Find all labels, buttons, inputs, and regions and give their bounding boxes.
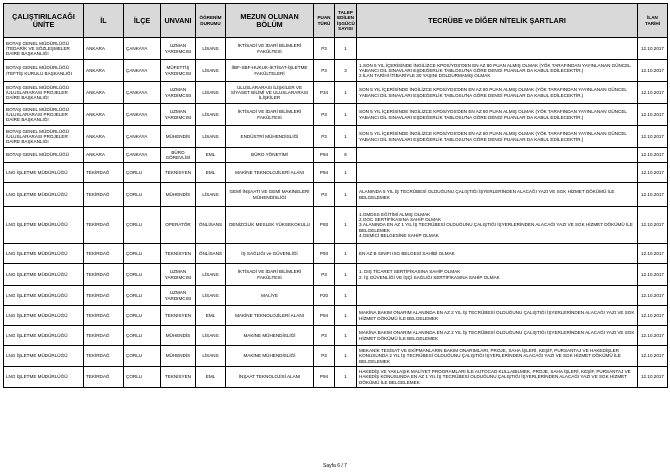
cell-count: 1 [335,346,357,367]
cell-province: ANKARA [84,82,124,104]
cell-district: ÇANKAYA [124,148,161,163]
requirement-line: MAKİNA BAKIM ONARIM ALANINDA EN AZ 2 YIL İŞ TECRÜBESİ OLDUĞUNU ÇALIŞTIĞI İŞYERLERİNDEN ALACAĞI YAZI VE SGK HİZMET DÖKÜMÜ İLE BELGELEMEK [359,310,635,321]
cell-province: TEKİRDAĞ [84,367,124,388]
header-posting-date: İLAN TARİHİ [638,4,668,38]
cell-requirements [357,148,638,163]
cell-province: TEKİRDAĞ [84,346,124,367]
cell-score-type: P3 [314,326,335,346]
cell-education: LİSANS [196,326,226,346]
cell-department: İKTİSADİ VE İDARİ BİLİMLERİ FAKÜLTESİ [226,38,314,60]
cell-count: 3 [335,60,357,82]
cell-unit: LNG İŞLETME MÜDÜRLÜĞÜ [4,306,84,326]
requirement-line: 4.GEMİCİ BELGESİNE SAHİP OLMAK [359,232,439,238]
cell-province: ANKARA [84,148,124,163]
cell-department: BÜRO YÖNETİMİ [226,148,314,163]
cell-title: MÜHENDİS [161,326,196,346]
cell-province: TEKİRDAĞ [84,264,124,286]
cell-posting-date: 12.10.2017 [638,126,668,148]
table-row [4,126,668,148]
requirement-line: 1.GMDSS EĞİTİMİ ALMIŞ OLMAK [359,212,431,218]
header-requirements: TECRÜBE ve DİĞER NİTELİK ŞARTLARI [357,4,638,38]
cell-unit: LNG İŞLETME MÜDÜRLÜĞÜ [4,264,84,286]
table-row [4,60,668,82]
cell-district: ÇORLU [124,367,161,388]
cell-department: ENDÜSTRİ MÜHENDİSLİĞİ [226,126,314,148]
cell-score-type: P3 [314,60,335,82]
cell-education: LİSANS [196,183,226,207]
requirement-line: 1.SON 5 YIL İÇERİSİNDE İNGİLİZCE KPDS/YDS'DEN EN AZ 80 PUAN ALMIŞ OLMAK (YÖK TARAFINDAN YAYINLANAN GÜNCEL YABANCI DİL SINAVLARI EŞDEĞERLİK TABLOSU'NA GÖRE DENGİ PUANLAR DA KABUL EDİLECEKTİR.) [359,62,631,73]
requirement-line: 2. İŞ GÜVENLİĞİ VE İŞÇİ SAĞLIĞI SERTİFİKASINA SAHİP OLMAK [359,274,500,280]
cell-score-type: P34 [314,82,335,104]
cell-title: UZMAN YARDIMCISI [161,38,196,60]
cell-unit: LNG İŞLETME MÜDÜRLÜĞÜ [4,286,84,306]
cell-posting-date: 12.10.2017 [638,264,668,286]
requirement-line: MAKİNA BAKIM ONARIM ALANINDA EN AZ 2 YIL İŞ TECRÜBESİ OLDUĞUNU ÇALIŞTIĞI İŞYERLERİNDEN ALACAĞI YAZI VE SGK HİZMET DÖKÜMÜ İLE BELGELEMEK [359,330,635,341]
cell-province: ANKARA [84,38,124,60]
cell-posting-date: 12.10.2017 [638,367,668,388]
cell-requirements [357,126,638,148]
table-row [4,346,668,367]
cell-education: EML [196,367,226,388]
cell-district: ÇANKAYA [124,126,161,148]
requirement-line: 2.GOC SERTİFİKASINA SAHİP OLMAK [359,217,442,223]
cell-unit: BOTAŞ GENEL MÜDÜRLÜĞÜ [4,148,84,163]
cell-district: ÇORLU [124,163,161,183]
cell-unit: LNG İŞLETME MÜDÜRLÜĞÜ [4,346,84,367]
table-body [4,38,668,388]
requirement-line: ALANINDA 5 YIL İŞ TECRÜBESİ OLDUĞUNU ÇALIŞTIĞI İŞYERLERİNDEN ALACAĞI YAZI VE SGK HİZMET DÖKÜMÜ İLE BELGELEMEK [359,189,615,200]
cell-unit: LNG İŞLETME MÜDÜRLÜĞÜ [4,367,84,388]
cell-title: UZMAN YARDIMCISI [161,104,196,126]
cell-education: ÖNLİSANS [196,207,226,244]
cell-posting-date: 12.10.2017 [638,148,668,163]
cell-district: ÇANKAYA [124,38,161,60]
cell-education: EML [196,306,226,326]
cell-department: MALİYE [226,286,314,306]
table-row [4,82,668,104]
cell-education: LİSANS [196,60,226,82]
cell-unit: LNG İŞLETME MÜDÜRLÜĞÜ [4,326,84,346]
table-row [4,286,668,306]
header-score-type: PUAN TÜRÜ [314,4,335,38]
requirement-line: EN AZ B SINIFI ISG BELGESİ SAHİBİ OLMAK [359,250,455,256]
table-row [4,306,668,326]
cell-count: 1 [335,244,357,264]
cell-title: OPERATÖR [161,207,196,244]
cell-count: 1 [335,183,357,207]
cell-posting-date: 12.10.2017 [638,326,668,346]
cell-count: 1 [335,286,357,306]
cell-count: 1 [335,163,357,183]
cell-posting-date: 12.10.2017 [638,163,668,183]
cell-education: EML [196,148,226,163]
cell-department: MAKİNE TEKNOLOJİLERİ ALANI [226,306,314,326]
cell-posting-date: 12.10.2017 [638,183,668,207]
cell-requirements [357,207,638,244]
requirement-line: SON 5 YIL İÇERİSİNDE İNGİLİZCE KPDS/YDS'DEN EN AZ 80 PUAN ALMIŞ OLMAK (YÖK TARAFINDAN YAYINLANAN GÜNCEL YABANCI DİL SINAVLARI EŞDEĞERLİK TABLOSU'NA GÖRE DENGİ PUANLAR DA KABUL EDİLECEKTİR.) [359,109,627,120]
cell-title: TEKNİSYEN [161,367,196,388]
cell-posting-date: 12.10.2017 [638,346,668,367]
document-page [3,3,667,388]
cell-unit: LNG İŞLETME MÜDÜRLÜĞÜ [4,163,84,183]
header-institution: ÇALIŞTIRILACAĞI ÜNİTE [4,4,84,38]
cell-title: TEKNİSYEN [161,163,196,183]
table-row [4,183,668,207]
cell-title: BÜRO GÖREVLİSİ [161,148,196,163]
cell-score-type: P94 [314,367,335,388]
cell-province: TEKİRDAĞ [84,286,124,306]
cell-requirements [357,244,638,264]
cell-unit: BOTAŞ GENEL MÜDÜRLÜĞÜ /TEFTİŞ KURULU BAŞKANLIĞI [4,60,84,82]
cell-district: ÇORLU [124,326,161,346]
cell-score-type: P94 [314,163,335,183]
requirement-line: 2.İLAN TARİHİ İTİBARİYLE 30 YAŞINI DOLDURMAMIŞ OLMAK [359,73,491,79]
cell-title: UZMAN YARDIMCISI [161,82,196,104]
table-row [4,163,668,183]
header-department: MEZUN OLUNAN BÖLÜM [226,4,314,38]
cell-posting-date: 12.10.2017 [638,38,668,60]
cell-district: ÇORLU [124,244,161,264]
cell-requirements [357,82,638,104]
cell-district: ÇORLU [124,306,161,326]
table-row [4,244,668,264]
cell-posting-date: 12.10.2017 [638,104,668,126]
cell-unit: BOTAŞ GENEL MÜDÜRLÜĞÜ /TEDARİK VE SÖZLEŞMELER DAİRE BAŞKANLIĞI [4,38,84,60]
cell-district: ÇORLU [124,286,161,306]
cell-district: ÇORLU [124,264,161,286]
cell-score-type: P3 [314,126,335,148]
requirement-line: SON 5 YIL İÇERİSİNDE İNGİLİZCE KPDS/YDS'DEN EN AZ 80 PUAN ALMIŞ OLMAK (YÖK TARAFINDAN YAYINLANAN GÜNCEL YABANCI DİL SINAVLARI EŞDEĞERLİK TABLOSU'NA GÖRE DENGİ PUANLAR DA KABUL EDİLECEKTİR.) [359,131,627,142]
cell-count: 1 [335,104,357,126]
cell-score-type: P3 [314,183,335,207]
cell-score-type: P3 [314,38,335,60]
table-row [4,264,668,286]
cell-count: 1 [335,207,357,244]
cell-department: İKTİSADİ VE İDARİ BİLİMLERİ FAKÜLTESİ [226,264,314,286]
cell-education: LİSANS [196,104,226,126]
header-education: ÖĞRENİM DURUMU [196,4,226,38]
cell-requirements [357,367,638,388]
cell-title: MÜFETTİŞ YARDIMCISI [161,60,196,82]
cell-province: TEKİRDAĞ [84,163,124,183]
cell-education: LİSANS [196,286,226,306]
cell-unit: BOTAŞ GENEL MÜDÜRLÜĞÜ /ULUSLARARASI PROJELER DAİRE BAŞKANLIĞI [4,126,84,148]
header-district: İLÇE [124,4,161,38]
cell-title: TEKNİSYEN [161,306,196,326]
cell-district: ÇANKAYA [124,82,161,104]
header-requested-count: TALEP EDİLEN İŞGÜCÜ SAYISI [335,4,357,38]
cell-department: MAKİNE MÜHENDİSLİĞİ [226,346,314,367]
cell-score-type: P94 [314,148,335,163]
cell-department: MAKİNE TEKNOLOJİLERİ ALANI [226,163,314,183]
cell-district: ÇORLU [124,207,161,244]
cell-province: ANKARA [84,126,124,148]
cell-department: İİBF-SBF-HUKUK-İKTİSAT-İŞLETME FAKÜLTELERİ [226,60,314,82]
cell-posting-date: 12.10.2017 [638,286,668,306]
requirement-line: 1. DIŞ TİCARET SERTİFİKASINA SAHİP OLMAK [359,269,461,275]
cell-score-type: P3 [314,104,335,126]
header-title: UNVANI [161,4,196,38]
cell-unit: LNG İŞLETME MÜDÜRLÜĞÜ [4,207,84,244]
cell-province: ANKARA [84,104,124,126]
cell-requirements [357,38,638,60]
cell-unit: BOTAŞ GENEL MÜDÜRLÜĞÜ /ULUSLARARASI PROJELER DAİRE BAŞKANLIĞI [4,82,84,104]
cell-score-type: P3 [314,264,335,286]
table-row [4,326,668,346]
cell-department: İNŞAAT TEKNOLOJİSİ ALANI [226,367,314,388]
requirement-line: HAKEDİŞ VE YAKLAŞIK MALİYET PROGRAMLARI İLE AUTOCAD KULLABILMEK, PROJE, SAHA İŞLERİ, KEŞİF, PURSANTAJ VE HAKEDİŞ KONUSUNDA EN AZ 1 YIL İŞ TECRÜBESİ OLDUĞUNU ÇALIŞTIĞI İŞYERLERİNDEN ALACAĞI YAZI VE SGK HİZMET DÖKÜMÜ İLE BELGELEMEK [359,369,631,385]
cell-requirements [357,286,638,306]
cell-education: LİSANS [196,82,226,104]
cell-count: 1 [335,367,357,388]
cell-requirements [357,326,638,346]
cell-requirements [357,346,638,367]
cell-department: İŞ SAĞLIĞI ve GÜVENLİĞİ [226,244,314,264]
cell-department: DENİZCİLİK MESLEK YÜKSEKOKULU [226,207,314,244]
cell-district: ÇORLU [124,183,161,207]
cell-requirements [357,264,638,286]
cell-department: ULUSLARARASI İLİŞKİLER VE SİYASET BİLİMİ VE ULUSLARARASI İLİŞKİLER [226,82,314,104]
page-number: Sayfa 6 / 7 [323,463,347,469]
table-row [4,38,668,60]
cell-district: ÇANKAYA [124,60,161,82]
cell-posting-date: 12.10.2017 [638,244,668,264]
cell-title: UZMAN YARDIMCISI [161,264,196,286]
cell-count: 1 [335,264,357,286]
cell-requirements [357,306,638,326]
cell-department: GEMİ İNŞAATI VE GEMİ MAKİNELERİ MÜHENDİSLİĞİ [226,183,314,207]
cell-province: TEKİRDAĞ [84,183,124,207]
cell-posting-date: 12.10.2017 [638,306,668,326]
header-province: İL [84,4,124,38]
cell-count: 6 [335,148,357,163]
cell-score-type: P93 [314,244,335,264]
cell-count: 1 [335,326,357,346]
cell-province: TEKİRDAĞ [84,207,124,244]
cell-education: LİSANS [196,38,226,60]
cell-count: 1 [335,82,357,104]
job-postings-table [3,3,668,388]
table-row [4,367,668,388]
table-header-row [4,4,668,38]
cell-title: MÜHENDİS [161,346,196,367]
cell-education: LİSANS [196,264,226,286]
table-row [4,104,668,126]
cell-score-type: P94 [314,306,335,326]
cell-unit: BOTAŞ GENEL MÜDÜRLÜĞÜ /ULUSLARARASI PROJELER DAİRE BAŞKANLIĞI [4,104,84,126]
cell-requirements [357,183,638,207]
requirement-line: SON 5 YIL İÇERİSİNDE İNGİLİZCE KPDS/YDS'DEN EN AZ 80 PUAN ALMIŞ OLMAK (YÖK TARAFINDAN YAYINLANAN GÜNCEL YABANCI DİL SINAVLARI EŞDEĞERLİK TABLOSU'NA GÖRE DENGİ PUANLAR DA KABUL EDİLECEKTİR.) [359,87,627,98]
table-row [4,148,668,163]
cell-requirements [357,163,638,183]
table-row [4,207,668,244]
cell-province: TEKİRDAĞ [84,306,124,326]
cell-district: ÇANKAYA [124,104,161,126]
cell-count: 1 [335,126,357,148]
cell-requirements [357,104,638,126]
cell-title: MÜHENDİS [161,126,196,148]
cell-education: LİSANS [196,346,226,367]
cell-title: MÜHENDİS [161,183,196,207]
cell-count: 1 [335,38,357,60]
requirement-line: 3.ALANINDA EN AZ 1 YIL İŞ TECRÜBESİ OLDUĞUNU ÇALIŞTIĞI İŞYERLERİNDEN ALACAĞI YAZI VE SGK HİZMET DÖKÜMÜ İLE BELGELEMEK [359,222,633,233]
cell-posting-date: 12.10.2017 [638,207,668,244]
cell-score-type: P20 [314,286,335,306]
cell-title: UZMAN YARDIMCISI [161,286,196,306]
cell-province: ANKARA [84,60,124,82]
cell-education: ÖNLİSANS [196,244,226,264]
cell-province: TEKİRDAĞ [84,244,124,264]
cell-education: LİSANS [196,126,226,148]
cell-score-type: P93 [314,207,335,244]
requirement-line: MEKANİK TESİSAT VE EKİPMANLARIN BAKIM ONARIMLARI, PROJE, SAHA İŞLERİ, KEŞİF, PURSANTAJ VE HAKEDİŞLER KONUSUNDA 2 YIL İŞ TECRÜBESİ OLDUĞUNU ÇALIŞTIĞI İŞYERLERİNDEN ALACAĞI YAZI VE SGK HİZMET DÖKÜMÜ İLE BELGELEMEK [359,348,621,364]
cell-department: İKTİSADİ VE İDARİ BİLİMLERİ FAKÜLTESİ [226,104,314,126]
cell-district: ÇORLU [124,346,161,367]
cell-requirements [357,60,638,82]
cell-unit: LNG İŞLETME MÜDÜRLÜĞÜ [4,244,84,264]
cell-posting-date: 12.10.2017 [638,60,668,82]
cell-score-type: P3 [314,346,335,367]
cell-count: 1 [335,306,357,326]
cell-department: MAKİNE MÜHENDİSLİĞİ [226,326,314,346]
cell-unit: LNG İŞLETME MÜDÜRLÜĞÜ [4,183,84,207]
cell-education: EML [196,163,226,183]
cell-posting-date: 12.10.2017 [638,82,668,104]
cell-province: TEKİRDAĞ [84,326,124,346]
cell-title: TEKNİSYEN [161,244,196,264]
